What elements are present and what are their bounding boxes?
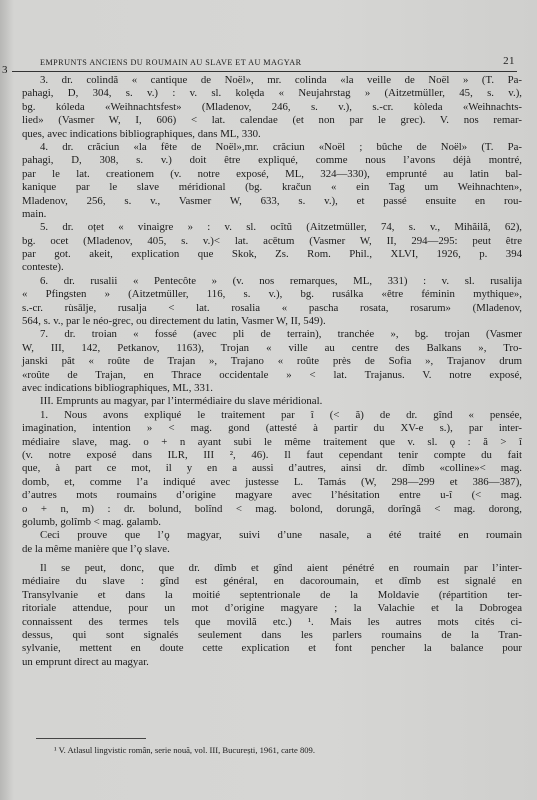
text-line: médiaire du slave : gînd est général, en dacoroumain, et dîmb est signalé en [22, 575, 522, 588]
text-line: s.-cr. rùsālje, rusalja < lat. rosalia « pascha rosata, rosarum» (Mladenov, [22, 301, 522, 314]
margin-mark: 3 [2, 64, 8, 76]
text-line: sylvanie, mettent en doute cette explication et font pencher la balance pour [22, 642, 522, 655]
text-line: bg. kóleda «Weihnachtsfest» (Mladenov, 246, s. v.), s.-cr. kòleda «Weihnachts- [22, 100, 522, 113]
text-line: III. Emprunts au magyar, par l’intermédiaire du slave méridional. [40, 395, 323, 408]
text-line: connaissent des termes tels que movilă etc.) ¹. Mais les autres mots cités ci- [22, 615, 522, 628]
paragraph [0, 562, 522, 669]
text-line: 5. dr. oțet « vinaigre » : v. sl. ocĭtŭ (Aitzetmüller, 74, s. v., Mihăilă, 62), [40, 221, 522, 234]
text-line: lied» (Vasmer W, I, 606) < lat. calendae (et non par le grec). V. nos remar- [22, 114, 522, 127]
text-line: ques, avec indications bibliographiques, dans ML, 330. [22, 127, 261, 140]
text-line: Transylvanie et dans la moitié septentrionale de la Moldavie (répartition ter- [22, 588, 522, 601]
text-line: domb, et, comme l’a indiqué avec justesse L. Tamás (W, 298—299 et 386—387), [22, 475, 522, 488]
text-line: par got. akeit, explication que Skok, Zs. Rom. Phil., XLVI, 1926, p. 394 [22, 248, 522, 261]
text-line: imagination, intention » < mag. gond (attesté à partir du XV-e s.), par inter- [22, 422, 522, 435]
text-line: 4. dr. crăciun «la fête de Noël»,mr. crăciun «Noël ; bûche de Noël» (T. Pa- [40, 140, 522, 153]
text-line: 7. dr. troian « fossé (avec pli de terrain), tranchée », bg. trojan (Vasmer [40, 328, 522, 341]
paragraph [0, 275, 522, 329]
text-line: Il se peut, donc, que dr. dîmb et gînd aient pénétré en roumain par l’inter- [40, 562, 522, 575]
text-line: Mladenov, 256, s. v., Vasmer W, 633, s. v.), et passé ensuite en rou- [22, 194, 522, 207]
paragraph [0, 74, 522, 141]
paragraph [0, 328, 522, 395]
text-line: avec indications bibliographiques, ML, 331. [22, 381, 214, 394]
paragraph [0, 141, 522, 221]
text-line: ritoriale attendue, pour un mot d’origine magyare ; la Valachie et la Dobrogea [22, 602, 522, 615]
text-line: golumb, golîmb < mag. galamb. [22, 515, 161, 528]
running-header [40, 55, 515, 69]
text-line: 1. Nous avons expliqué le traitement par î (< ă) de dr. gînd « pensée, [40, 408, 522, 421]
text-line: de la même manière que l’ǫ slave. [22, 542, 170, 555]
text-line: janski păt « roûte de Trajan », Trajano « roûte près de Sofia », Trajanov drum [22, 355, 522, 368]
footnote-rule [36, 738, 146, 739]
page-number: 21 [503, 55, 515, 67]
text-line: conteste). [22, 261, 64, 274]
body-text [0, 74, 522, 669]
text-line: 3. dr. colindă « cantique de Noël», mr. colinda «la veille de Noël » (T. Pa- [40, 74, 522, 86]
text-line: que, à part ce mot, il y en a aussi d’autres, ainsi dr. dîmb «colline»< mag. [22, 462, 522, 475]
paragraph [0, 409, 522, 530]
text-line: Ceci prouve que l’ǫ magyar, suivi d’une nasale, a été traité en roumain [40, 529, 522, 542]
text-line: médiaire slave, mag. o + n ayant subi le même traitement que v. sl. ǫ : ă > î [22, 435, 522, 448]
paragraph [0, 529, 522, 556]
text-line: «roûte de Trajan, en Thrace occidentale » < lat. Trajanus. V. notre exposé, [22, 368, 522, 381]
paragraph [0, 221, 522, 275]
text-line: main. [22, 207, 47, 220]
text-line: d’autres mots roumains d’origine magyare avec l’hésitation entre u-î (< mag. [22, 489, 522, 502]
footnote: ¹ V. Atlasul lingvistic român, serie nouă, vol. III, București, 1961, carte 809. [54, 745, 315, 755]
text-line: W, III, 142, Petkanov, 1163), Trojan « ville au centre des Balkans », Tro- [22, 341, 522, 354]
text-line: 564, s. v., par le néo-grec, ou directement du latin, Vasmer W, II, 549). [22, 315, 326, 328]
text-line: 6. dr. rusalii « Pentecôte » (v. nos remarques, ML, 331) : v. sl. rusalija [40, 274, 522, 287]
text-line: kanique par le slave méridional (bg. kračun « ein Tag um Weihnachten», [22, 181, 522, 194]
text-line: par le lat. creationem (v. notre exposé, ML, 324—330), emprunté au latin bal- [22, 167, 522, 180]
running-title: EMPRUNTS ANCIENS DU ROUMAIN AU SLAVE ET AU MAGYAR [40, 58, 302, 67]
text-line: dessus, qui sont signalés seulement dans les parlers roumains de la Tran- [22, 629, 522, 642]
paragraph [0, 395, 522, 408]
text-line: pahagi, D, 308, s. v.) doit être expliqué, comme nous l’avons déjà montré, [22, 154, 522, 167]
text-line: « Pfingsten » (Aitzetmüller, 116, s. v.), bg. rusálka «être féminin mythique», [22, 288, 522, 301]
text-line: pahagi, D, 304, s. v.) : v. sl. kolęda « Neujahrstag » (Aitzetmüller, 45, s. v.), [22, 87, 522, 100]
text-line: (v. notre exposé dans ILR, III ², 46). Il faut cependant tenir compte du fait [22, 448, 522, 461]
header-rule [12, 71, 517, 72]
text-line: un emprunt direct au magyar. [22, 655, 149, 668]
text-line: bg. ocet (Mladenov, 405, s. v.)< lat. acētum (Vasmer W, II, 294—295: peut être [22, 234, 522, 247]
text-line: o + n, m) : dr. bolund, bolînd < mag. bolond, dorungă, dorîngă < mag. dorong, [22, 502, 522, 515]
